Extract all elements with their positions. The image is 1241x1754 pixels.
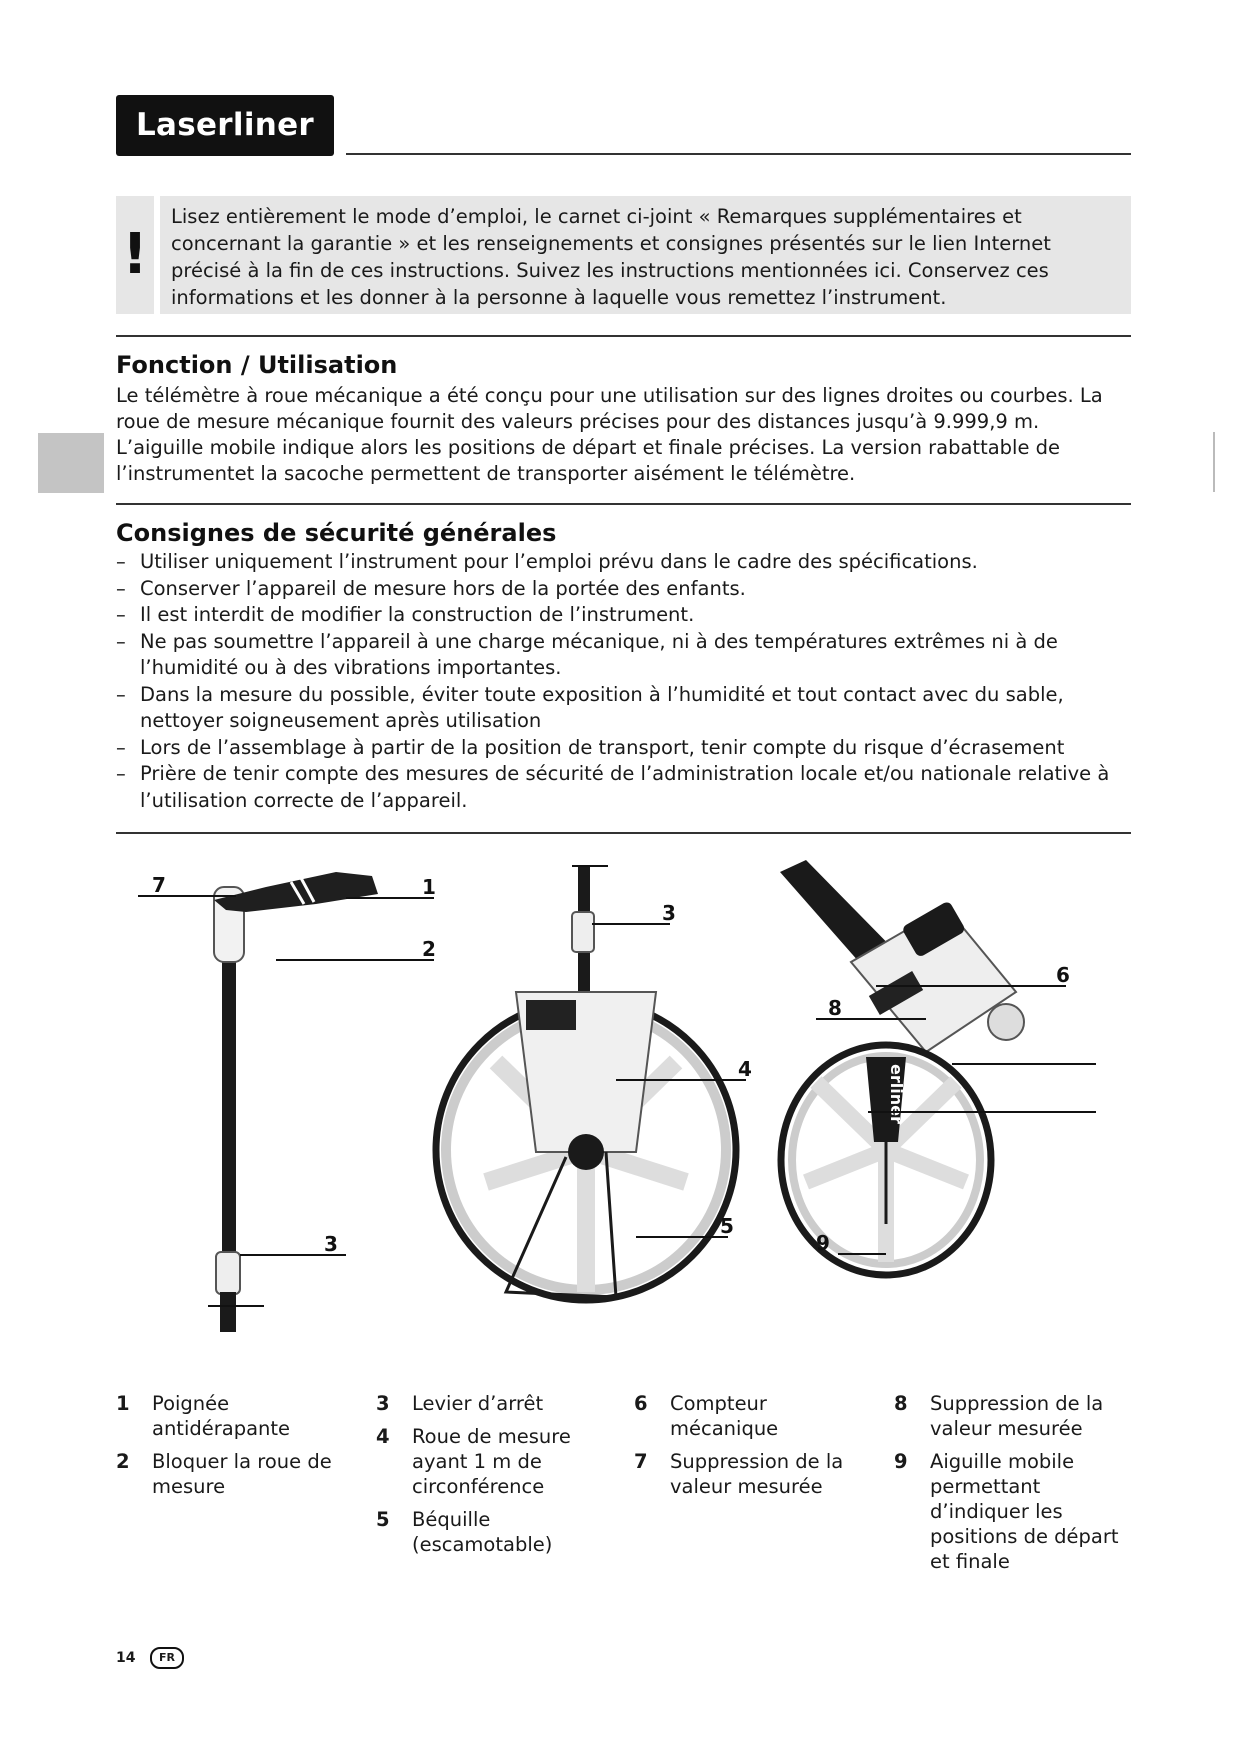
- section-divider: [116, 503, 1131, 505]
- page-number: 14: [116, 1650, 136, 1666]
- legend-column-3: [634, 1391, 856, 1507]
- legend-text: Poignée antidérapante: [152, 1392, 291, 1440]
- legend-item: [634, 1391, 856, 1441]
- callout-label: 9: [816, 1231, 830, 1255]
- callout-label: 1: [422, 875, 436, 899]
- safety-item: – Conserver l’appareil de mesure hors de la portée des enfants.: [116, 576, 1116, 603]
- product-figure: [116, 852, 1132, 1370]
- wheel-illustration: [436, 866, 736, 1300]
- callout-label: 3: [662, 901, 676, 925]
- callout-label: 5: [720, 1214, 734, 1238]
- callout-label: 3: [324, 1232, 338, 1256]
- legend-text: Roue de mesure ayant 1 m de circonférence: [412, 1425, 571, 1498]
- safety-item: – Ne pas soumettre l’appareil à une charge mécanique, ni à des températures extrêmes ni à de l’humidité ou à des vibrations importantes.: [116, 629, 1116, 682]
- section-divider: [116, 832, 1131, 834]
- legend-column-2: [376, 1391, 628, 1565]
- legend-text: Suppression de la valeur mesurée: [930, 1392, 1104, 1440]
- safety-item: – Prière de tenir compte des mesures de sécurité de l’administration locale et/ou nationale relative à l’utilisation correcte de l’appareil.: [116, 761, 1116, 814]
- legend-text: Suppression de la valeur mesurée: [670, 1450, 844, 1498]
- callout-label: 4: [738, 1057, 752, 1081]
- safety-title: Consignes de sécurité générales: [116, 519, 557, 547]
- legend-item: [116, 1449, 338, 1499]
- legend-number: 1: [116, 1392, 130, 1415]
- legend-number: 9: [894, 1450, 908, 1473]
- legend-item: [894, 1449, 1124, 1574]
- legend-item: [376, 1391, 628, 1416]
- callout-label: 2: [422, 937, 436, 961]
- legend-column-4: [894, 1391, 1124, 1582]
- edge-mark: [1213, 432, 1215, 492]
- needle-illustration: [778, 1045, 991, 1275]
- legend-number: 4: [376, 1425, 390, 1448]
- section-divider: [116, 335, 1131, 337]
- legend-number: 7: [634, 1450, 648, 1473]
- legend-number: 3: [376, 1392, 390, 1415]
- legend-number: 6: [634, 1392, 648, 1415]
- handle-illustration: [214, 872, 378, 1332]
- legend-item: [116, 1391, 338, 1441]
- safety-item: – Il est interdit de modifier la construction de l’instrument.: [116, 602, 1116, 629]
- safety-item: – Dans la mesure du possible, éviter toute exposition à l’humidité et tout contact avec du sable, nettoyer soigneusement après utilisation: [116, 682, 1116, 735]
- brand-logo: Laserliner: [116, 95, 334, 156]
- language-badge: FR: [150, 1647, 184, 1669]
- function-title: Fonction / Utilisation: [116, 351, 398, 379]
- legend-column-1: [116, 1391, 338, 1507]
- warning-text: Lisez entièrement le mode d’emploi, le carnet ci-joint « Remarques supplémentaires et concernant la garantie » et les renseignements et consignes présentés sur le lien Internet précisé à la fin de ces instructions. Suivez les instructions mentionnées ici. Conservez ces informations et les donner à la personne à laquelle vous remettez l’instrument.: [171, 205, 1051, 309]
- legend-text: Compteur mécanique: [670, 1392, 779, 1440]
- header-rule: [346, 153, 1131, 155]
- inset-brand-text: erliner: [887, 1064, 906, 1124]
- legend-text: Béquille (escamotable): [412, 1508, 553, 1556]
- callout-label: 7: [152, 873, 166, 897]
- counter-illustration: [780, 860, 1024, 1052]
- legend-number: 5: [376, 1508, 390, 1531]
- callout-label: 8: [828, 996, 842, 1020]
- legend-item: [376, 1507, 628, 1557]
- legend-item: [376, 1424, 628, 1499]
- callout-label: 6: [1056, 963, 1070, 987]
- legend-item: [894, 1391, 1124, 1441]
- legend-text: Levier d’arrêt: [412, 1392, 544, 1415]
- legend-text: Bloquer la roue de mesure: [152, 1450, 332, 1498]
- function-body: Le télémètre à roue mécanique a été conçu pour une utilisation sur des lignes droites ou courbes. La roue de mesure mécanique fournit des valeurs précises pour des distances jusqu’à 9.999,9 m. L’aiguille mobile indique alors les positions de départ et finale précises. La version rabattable de l’instrumentet la sacoche permettent de transporter aisément le télémètre.: [116, 384, 1103, 485]
- legend-number: 8: [894, 1392, 908, 1415]
- safety-list: [116, 549, 1116, 814]
- legend-text: Aiguille mobile permettant d’indiquer les positions de départ et finale: [930, 1450, 1119, 1573]
- legend-item: [634, 1449, 856, 1499]
- chapter-tab: [38, 433, 104, 493]
- legend-number: 2: [116, 1450, 130, 1473]
- safety-item: – Utiliser uniquement l’instrument pour l’emploi prévu dans le cadre des spécifications.: [116, 549, 1116, 576]
- warning-icon: !: [116, 196, 154, 314]
- safety-item: – Lors de l’assemblage à partir de la position de transport, tenir compte du risque d’écrasement: [116, 735, 1116, 762]
